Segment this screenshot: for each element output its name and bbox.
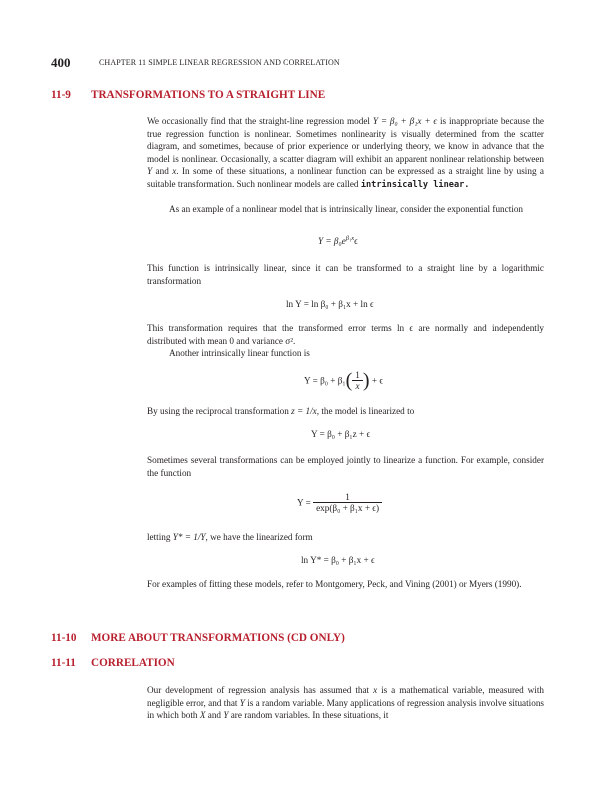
section-title: MORE ABOUT TRANSFORMATIONS (CD ONLY) (91, 632, 345, 644)
inline-transform: z = 1/x (291, 406, 317, 416)
paragraph-correlation: Our development of regression analysis has assumed that x is a mathematical variable, measured with negligible error, and that Y is a random variable. Many applications of regression analysis involve situations in which both X and Y are random variables. In these situations, it (147, 685, 545, 721)
section-number: 11-10 (51, 632, 77, 644)
fraction-numerator: 1 (352, 370, 363, 381)
section-heading-11-9 (51, 89, 325, 101)
paragraph-references: For examples of fitting these models, refer to Montgomery, Peck, and Vining (2001) or Myers (1990). (147, 579, 522, 589)
inline-substitution: Y* = 1/Y (172, 532, 206, 542)
inline-model: Y = β₀ + β₁x + ϵ (372, 116, 438, 126)
equation-logistic: Y = $\frac{1}{\text{exp(β₀ + β₁x + ϵ)}}$ (297, 492, 382, 518)
section-title: CORRELATION (91, 657, 175, 669)
paragraph-reciprocal-transform: By using the reciprocal transformation z = 1/x, the model is linearized to (147, 406, 415, 416)
page-number: 400 (51, 55, 71, 70)
equation-exponential: $Y = \beta_0e^{\beta_1x}\epsilon$ (318, 235, 358, 247)
section-heading-11-10 (51, 632, 345, 644)
running-head: CHAPTER 11 SIMPLE LINEAR REGRESSION AND CORRELATION (99, 58, 340, 67)
paragraph-log-intro: This function is intrinsically linear, since it can be transformed to a straight line by a logarithmic transformation (147, 263, 544, 286)
section-number: 11-9 (51, 89, 71, 101)
paragraph-joint-transformations: Sometimes several transformations can be employed jointly to linearize a function. For example, consider the function (147, 455, 544, 478)
section-number: 11-11 (51, 657, 76, 669)
fraction-denominator: x (355, 381, 360, 391)
fraction-denominator: exp(β₀ + β₁x + ϵ) (316, 503, 380, 513)
section-title: TRANSFORMATIONS TO A STRAIGHT LINE (91, 89, 326, 101)
fraction-numerator: 1 (313, 492, 382, 503)
equation-reciprocal: Y = β₀ + β₁( $\frac{1}{x}$ ) + ϵ (304, 369, 384, 392)
key-term: intrinsically linear. (360, 179, 470, 190)
equation-linear-star: ln Y* = β₀ + β₁x + ϵ (301, 555, 375, 565)
equation-log: ln Y = ln β₀ + β₁x + ln ϵ (286, 299, 374, 309)
paragraph-intro: We occasionally find that the straight-line regression model Y = β₀ + β₁x + ϵ is inappropriate because the true regression function is nonlinear. Sometimes nonlinearity is visually determined from the scatter diagram, and sometimes, because of prior experience or underlying theory, we know in advance that the model is nonlinear. Occasionally, a scatter diagram will exhibit an apparent nonlinear relationship between Y and x. In some of these situations, a nonlinear function can be expressed as a straight line by using a suitable transformation. Such nonlinear models are called intrinsically linear. (147, 116, 545, 190)
paragraph-exponential-intro: As an example of a nonlinear model that is intrinsically linear, consider the exponential function (169, 204, 524, 214)
paragraph-letting: letting Y* = 1/Y, we have the linearized form (147, 532, 313, 542)
section-heading-11-11 (51, 657, 175, 669)
equation-linear-z: Y = β₀ + β₁z + ϵ (311, 429, 371, 439)
paragraph-error-terms: This transformation requires that the transformed error terms ln ϵ are normally and independently distributed with mean 0 and variance σ². (147, 323, 544, 346)
paragraph-another-function: Another intrinsically linear function is (169, 348, 310, 358)
